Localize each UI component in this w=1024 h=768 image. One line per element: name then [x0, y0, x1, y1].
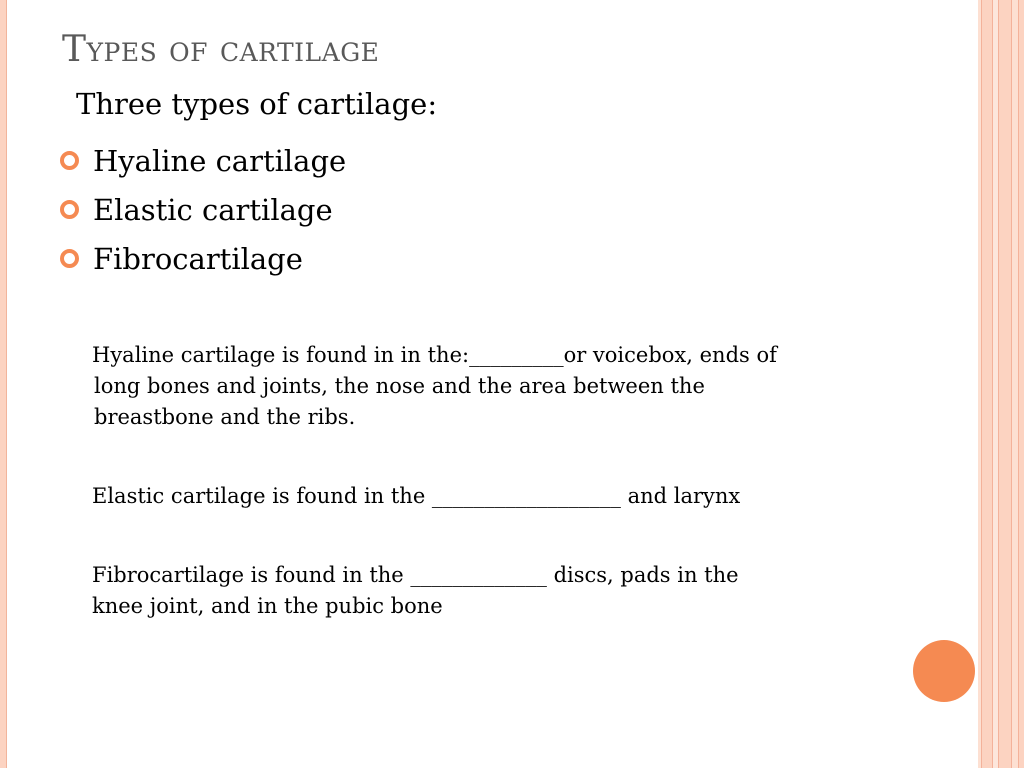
bullet-item — [60, 136, 346, 185]
right-stripes-decoration — [978, 0, 1024, 768]
elastic-paragraph — [92, 481, 882, 512]
bullet-label: Hyaline cartilage — [93, 143, 347, 178]
orange-ring-bullet-icon — [60, 200, 79, 219]
bullet-item — [60, 185, 346, 234]
bullet-label: Elastic cartilage — [93, 192, 333, 227]
paragraph-line: long bones and joints, the nose and the area between the — [94, 374, 705, 398]
paragraph-line: Fibrocartilage is found in the _____________ discs, pads in the — [92, 563, 739, 587]
orange-circle-decoration — [913, 640, 975, 702]
paragraph-line: Elastic cartilage is found in the __________________ and larynx — [92, 484, 741, 508]
hyaline-paragraph — [92, 340, 882, 433]
intro-text: Three types of cartilage: — [76, 87, 438, 121]
bullet-label: Fibrocartilage — [93, 241, 303, 276]
left-border-decoration — [0, 0, 7, 768]
slide-title: Types of cartilage — [62, 29, 380, 70]
paragraph-line: breastbone and the ribs. — [94, 405, 356, 429]
orange-ring-bullet-icon — [60, 249, 79, 268]
orange-ring-bullet-icon — [60, 151, 79, 170]
fibrocartilage-paragraph — [92, 560, 882, 622]
bullet-list — [60, 136, 346, 283]
paragraph-line: knee joint, and in the pubic bone — [92, 594, 443, 618]
paragraph-line: Hyaline cartilage is found in in the:_________or voicebox, ends of — [92, 343, 777, 367]
bullet-item — [60, 234, 346, 283]
